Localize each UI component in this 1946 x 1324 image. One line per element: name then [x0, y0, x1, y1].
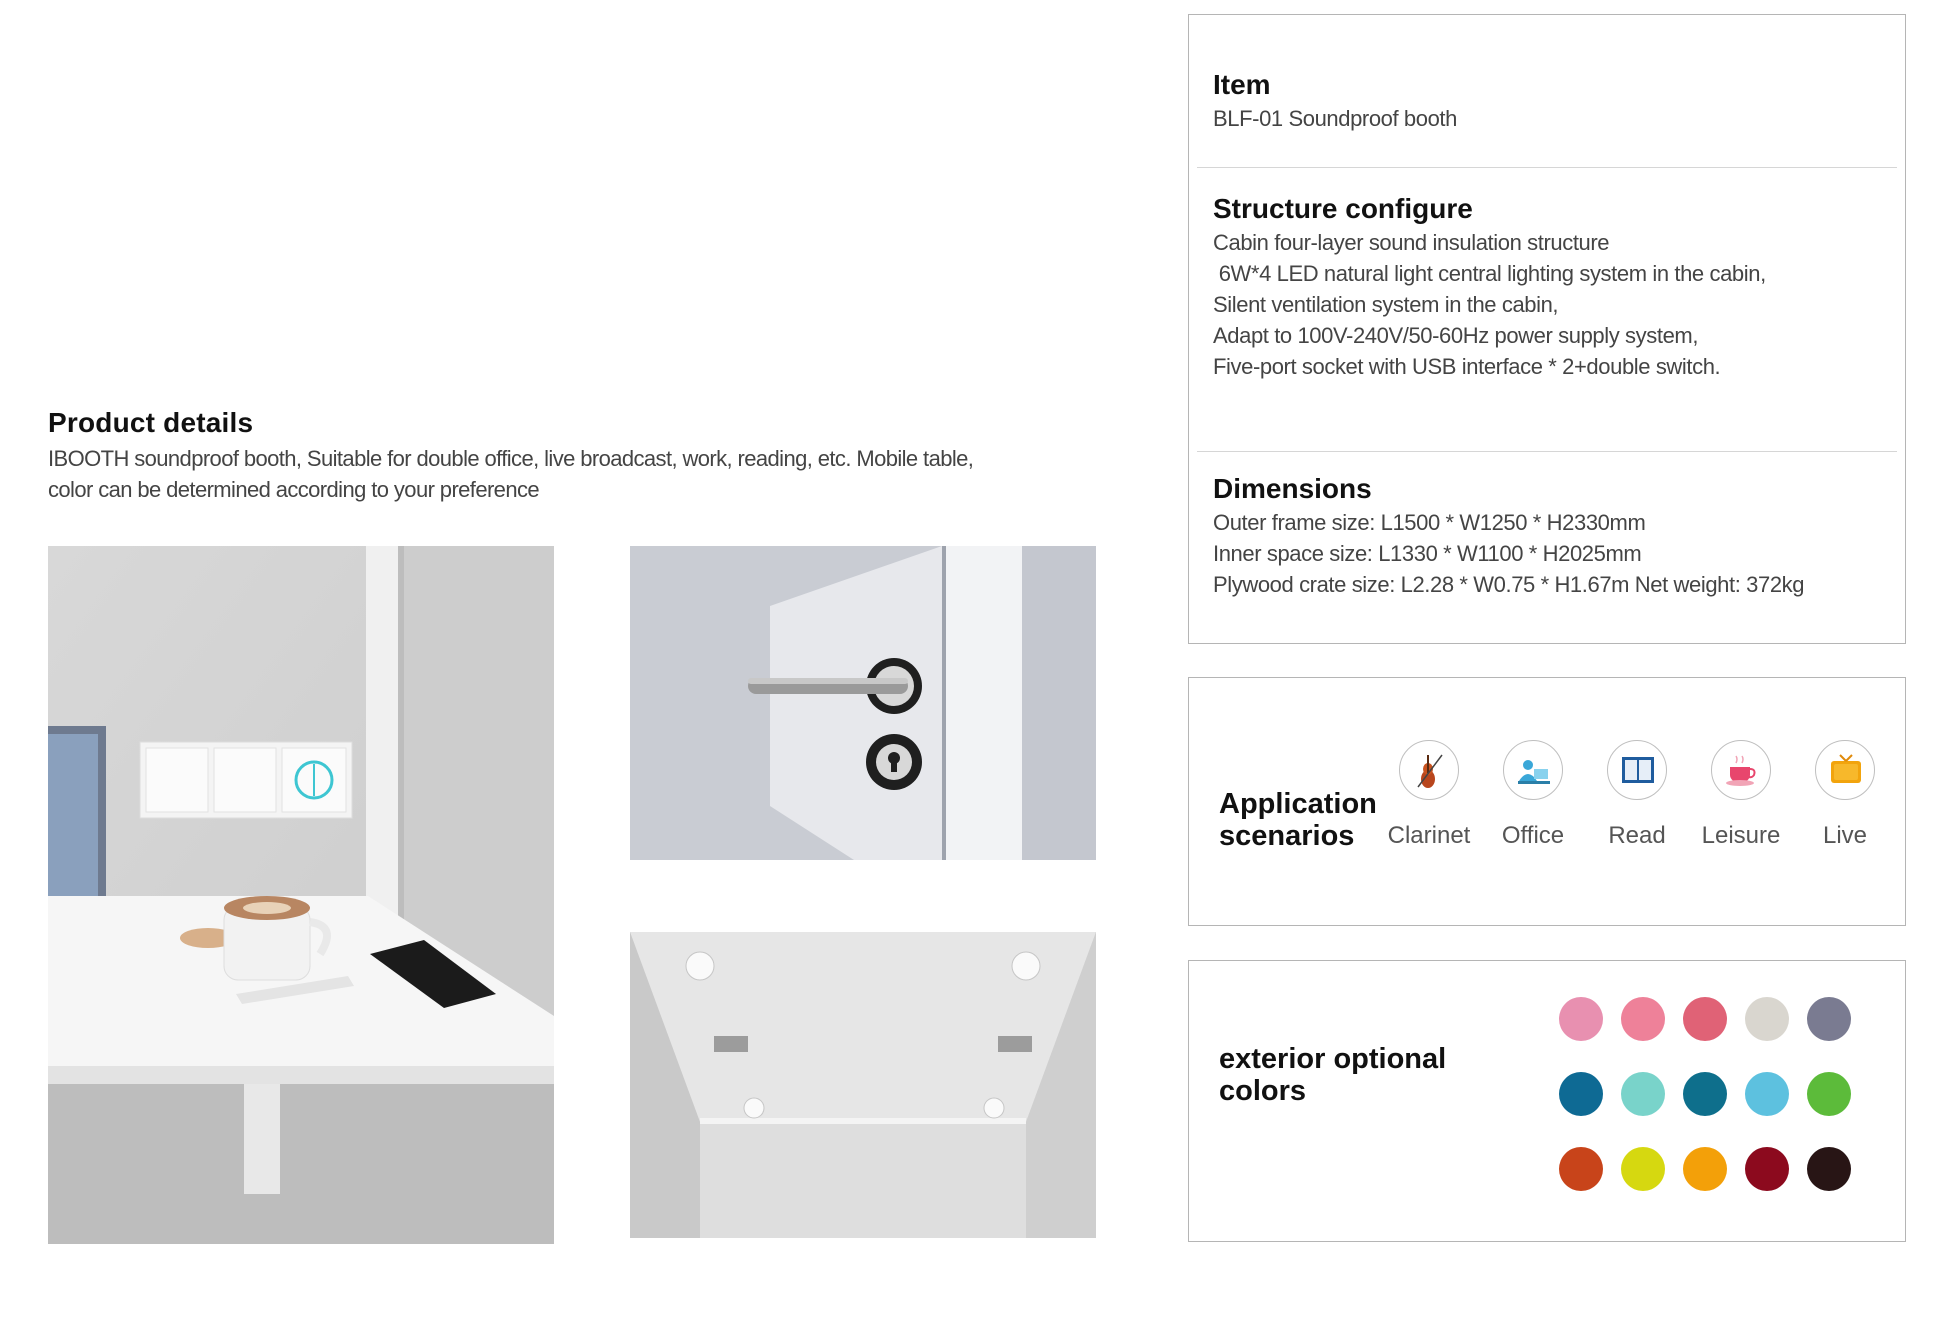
scenario-label: Clarinet — [1387, 822, 1471, 849]
scenario-clarinet — [1379, 740, 1479, 850]
scenario-leisure — [1691, 740, 1791, 850]
colors-label-line: colors — [1219, 1075, 1307, 1107]
door-handle-illustration — [630, 546, 1096, 860]
item-heading: Item — [1213, 69, 1271, 100]
ceiling-illustration — [630, 932, 1096, 1238]
color-swatch[interactable] — [1683, 997, 1727, 1041]
structure-line: 6W*4 LED natural light central lighting system in the cabin, — [1213, 261, 1766, 286]
scenario-label: Leisure — [1701, 822, 1781, 849]
dimensions-line: Outer frame size: L1500 * W1250 * H2330mm — [1213, 510, 1646, 535]
dimensions-line: Plywood crate size: L2.28 * W0.75 * H1.67m Net weight: 372kg — [1213, 572, 1805, 597]
color-swatch[interactable] — [1683, 1072, 1727, 1116]
color-swatch[interactable] — [1807, 1072, 1851, 1116]
application-panel — [1188, 677, 1906, 926]
color-swatch[interactable] — [1807, 997, 1851, 1041]
dimensions-lines — [1213, 507, 1881, 600]
desk-photo-illustration — [48, 546, 554, 1244]
structure-line: Cabin four-layer sound insulation structure — [1213, 230, 1610, 255]
color-swatch[interactable] — [1807, 1147, 1851, 1191]
scenario-label: Office — [1501, 822, 1565, 849]
spec-panel — [1188, 14, 1906, 644]
colors-label — [1219, 1043, 1479, 1107]
color-swatch-grid — [1559, 997, 1879, 1217]
product-details-title: Product details — [48, 407, 254, 438]
spec-divider — [1197, 451, 1897, 452]
violin-icon — [1399, 740, 1459, 800]
desk-photo — [48, 546, 554, 1244]
structure-heading: Structure configure — [1213, 193, 1473, 224]
scenario-office — [1483, 740, 1583, 850]
scenario-label: Live — [1822, 822, 1868, 849]
color-swatch[interactable] — [1745, 1147, 1789, 1191]
color-swatch[interactable] — [1621, 1072, 1665, 1116]
structure-section — [1213, 191, 1881, 382]
color-swatch[interactable] — [1683, 1147, 1727, 1191]
dimensions-line: Inner space size: L1330 * W1100 * H2025mm — [1213, 541, 1642, 566]
scenario-label: Read — [1608, 822, 1666, 849]
dimensions-section — [1213, 471, 1881, 600]
structure-lines — [1213, 227, 1881, 382]
door-handle-photo — [630, 546, 1096, 860]
application-label-line: Application — [1219, 788, 1377, 820]
scenario-live — [1795, 740, 1895, 850]
scenario-list — [1379, 740, 1879, 890]
scenario-read — [1587, 740, 1687, 850]
color-swatch[interactable] — [1559, 997, 1603, 1041]
color-swatch[interactable] — [1745, 997, 1789, 1041]
color-swatch[interactable] — [1559, 1147, 1603, 1191]
structure-line: Five-port socket with USB interface * 2+double switch. — [1213, 354, 1721, 379]
colors-label-line: exterior optional — [1219, 1043, 1447, 1075]
dimensions-heading: Dimensions — [1213, 473, 1372, 504]
coffee-cup-icon — [1711, 740, 1771, 800]
colors-panel — [1188, 960, 1906, 1242]
ceiling-photo — [630, 932, 1096, 1238]
item-lines — [1213, 103, 1881, 134]
color-swatch[interactable] — [1621, 1147, 1665, 1191]
product-details-description: IBOOTH soundproof booth, Suitable for double office, live broadcast, work, reading, etc. Mobile table, color can be determined according to your preference — [48, 446, 974, 502]
color-swatch[interactable] — [1621, 997, 1665, 1041]
color-swatch[interactable] — [1745, 1072, 1789, 1116]
book-icon — [1607, 740, 1667, 800]
live-tv-icon — [1815, 740, 1875, 800]
application-label-line: scenarios — [1219, 820, 1355, 852]
item-section — [1213, 67, 1881, 134]
spec-divider — [1197, 167, 1897, 168]
item-line: BLF-01 Soundproof booth — [1213, 106, 1457, 131]
structure-line: Adapt to 100V-240V/50-60Hz power supply system, — [1213, 323, 1699, 348]
structure-line: Silent ventilation system in the cabin, — [1213, 292, 1559, 317]
office-worker-icon — [1503, 740, 1563, 800]
color-swatch[interactable] — [1559, 1072, 1603, 1116]
